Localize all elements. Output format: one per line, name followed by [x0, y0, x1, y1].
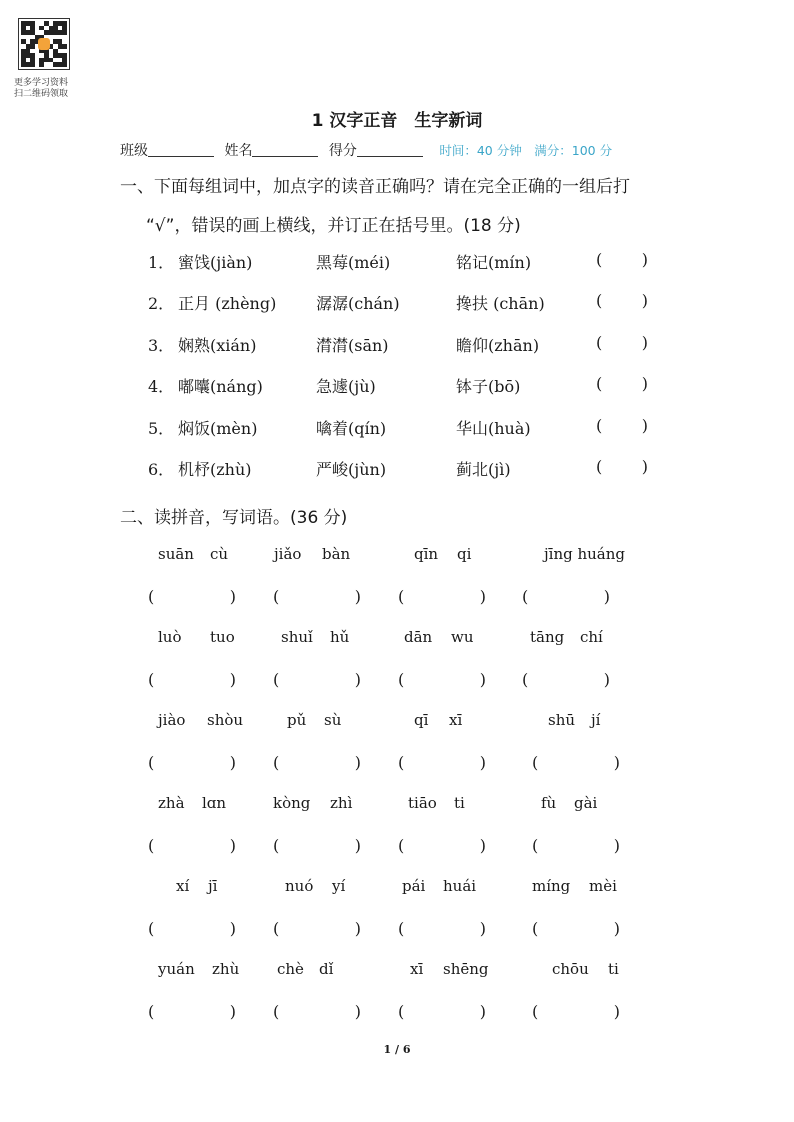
- word-item: 华山(huà): [456, 419, 531, 438]
- pinyin-syllable: sù: [324, 711, 342, 729]
- answer-blank[interactable]: [148, 587, 236, 606]
- word-item: 蓟北(jì): [456, 460, 511, 479]
- answer-blank[interactable]: [522, 670, 610, 689]
- page-title: 1 汉字正音 生字新词: [311, 111, 483, 131]
- paren-close: ): [479, 587, 486, 606]
- paren-close: ): [354, 1002, 361, 1021]
- paren-open: (: [596, 416, 603, 435]
- answer-blank[interactable]: [398, 753, 486, 772]
- word-item: 嘟囔(náng): [178, 377, 263, 396]
- qr-caption-line: 扫二维码领取: [14, 89, 69, 99]
- paren-close: ): [354, 670, 361, 689]
- word-item: 搀扶 (chān): [456, 294, 545, 313]
- paren-open: (: [596, 457, 603, 476]
- paren-close: ): [354, 587, 361, 606]
- paren-open: (: [148, 919, 155, 938]
- pinyin-syllable: mèi: [589, 877, 617, 895]
- word-item: 潺潺(chán): [316, 294, 400, 313]
- answer-blank[interactable]: [398, 919, 486, 938]
- pinyin-syllable: tuo: [210, 628, 235, 646]
- pinyin-syllable: fù: [541, 794, 557, 812]
- class-blank: [148, 142, 214, 157]
- paren-close: ): [229, 919, 236, 938]
- section1-heading-cont: “√”，错误的画上横线，并订正在括号里。(18 分): [146, 216, 521, 236]
- pinyin-syllable: wu: [451, 628, 474, 646]
- score-label: 得分: [328, 143, 357, 159]
- qr-code: [18, 18, 70, 70]
- pinyin-syllable: ti: [608, 960, 619, 978]
- pinyin-syllable: jí: [591, 711, 601, 729]
- pinyin-syllable: shēng: [443, 960, 489, 978]
- page-number: 1 / 6: [383, 1043, 411, 1056]
- question-number: 3．: [148, 336, 175, 355]
- section1-heading: 一、下面每组词中，加点字的读音正确吗？请在完全正确的一组后打: [120, 177, 630, 197]
- paren-open: (: [398, 587, 405, 606]
- question-number: 2．: [148, 294, 175, 313]
- paren-open: (: [398, 919, 405, 938]
- paren-open: (: [522, 670, 529, 689]
- paren-close: ): [613, 919, 620, 938]
- paren-open: (: [532, 753, 539, 772]
- word-item: 蜜饯(jiàn): [178, 253, 253, 272]
- paren-close: ): [479, 670, 486, 689]
- paren-open: (: [398, 836, 405, 855]
- paren-open: (: [148, 670, 155, 689]
- answer-blank[interactable]: [273, 1002, 361, 1021]
- pinyin-syllable: chí: [580, 628, 603, 646]
- pinyin-syllable: qi: [457, 545, 472, 563]
- paren-close: ): [603, 587, 610, 606]
- paren-close: ): [641, 374, 648, 393]
- paren-open: (: [398, 670, 405, 689]
- pinyin-syllable: xī: [449, 711, 463, 729]
- answer-blank[interactable]: [398, 836, 486, 855]
- pinyin-syllable: míng: [532, 877, 571, 895]
- paren-close: ): [229, 670, 236, 689]
- answer-row: [0, 670, 794, 694]
- name-blank: [252, 142, 318, 157]
- word-item: 瞻仰(zhān): [456, 336, 540, 355]
- answer-blank[interactable]: [398, 1002, 486, 1021]
- pinyin-syllable: shū: [548, 711, 576, 729]
- pinyin-syllable: luò: [158, 628, 182, 646]
- question-number: 4．: [148, 377, 175, 396]
- pinyin-syllable: shuǐ: [281, 628, 313, 646]
- question-number: 1．: [148, 253, 175, 272]
- answer-parentheses[interactable]: [596, 374, 648, 393]
- paren-close: ): [641, 457, 648, 476]
- question-number: 6．: [148, 460, 175, 479]
- pinyin-syllable: pǔ: [287, 711, 307, 729]
- pinyin-syllable: zhì: [330, 794, 353, 812]
- word-item: 钵子(bō): [456, 377, 521, 396]
- answer-blank[interactable]: [532, 1002, 620, 1021]
- qr-caption-line: 更多学习资料: [14, 78, 69, 88]
- paren-close: ): [479, 753, 486, 772]
- qr-logo-icon: [38, 38, 50, 50]
- answer-blank[interactable]: [532, 919, 620, 938]
- paren-close: ): [613, 836, 620, 855]
- paren-open: (: [596, 291, 603, 310]
- pinyin-syllable: tiāo: [408, 794, 437, 812]
- answer-blank[interactable]: [148, 670, 236, 689]
- pinyin-syllable: pái: [402, 877, 426, 895]
- paren-close: ): [603, 670, 610, 689]
- paren-open: (: [596, 333, 603, 352]
- pinyin-syllable: cù: [210, 545, 229, 563]
- question-number: 5．: [148, 419, 175, 438]
- pinyin-syllable: suān: [158, 545, 194, 563]
- paren-open: (: [532, 836, 539, 855]
- pinyin-syllable: qīn: [414, 545, 439, 563]
- word-item: 娴熟(xián): [178, 336, 257, 355]
- time-score-info: 时间：40 分钟 满分：100 分: [439, 143, 613, 158]
- paren-close: ): [479, 919, 486, 938]
- pinyin-syllable: chè: [277, 960, 304, 978]
- pinyin-row: [0, 960, 794, 980]
- paren-open: (: [273, 1002, 280, 1021]
- pinyin-syllable: xí: [176, 877, 190, 895]
- pinyin-syllable: lɑn: [202, 794, 227, 812]
- pinyin-syllable: jiǎo: [274, 545, 302, 563]
- paren-open: (: [273, 836, 280, 855]
- paren-open: (: [522, 587, 529, 606]
- paren-close: ): [229, 1002, 236, 1021]
- answer-parentheses[interactable]: [596, 250, 648, 269]
- qr-caption: [14, 78, 84, 100]
- pinyin-syllable: dǐ: [319, 960, 334, 978]
- word-item: 急遽(jù): [316, 377, 376, 396]
- word-item: 机杼(zhù): [178, 460, 252, 479]
- word-item: 潸潸(sān): [316, 336, 389, 355]
- pinyin-syllable: dān: [404, 628, 433, 646]
- paren-close: ): [229, 587, 236, 606]
- answer-blank[interactable]: [148, 1002, 236, 1021]
- pinyin-syllable: yí: [332, 877, 346, 895]
- paren-open: (: [148, 753, 155, 772]
- paren-close: ): [613, 1002, 620, 1021]
- student-info-row: [120, 140, 612, 160]
- paren-open: (: [273, 587, 280, 606]
- pinyin-syllable: bàn: [322, 545, 351, 563]
- pinyin-syllable: ti: [454, 794, 465, 812]
- answer-blank[interactable]: [273, 670, 361, 689]
- answer-parentheses[interactable]: [596, 333, 648, 352]
- paren-open: (: [148, 1002, 155, 1021]
- answer-row: [0, 753, 794, 777]
- paren-open: (: [596, 250, 603, 269]
- pinyin-syllable: zhà: [158, 794, 185, 812]
- pinyin-row: [0, 794, 794, 814]
- word-item: 噙着(qín): [316, 419, 387, 438]
- paren-close: ): [354, 753, 361, 772]
- word-item: 严峻(jùn): [316, 460, 387, 479]
- answer-blank[interactable]: [532, 753, 620, 772]
- paren-close: ): [354, 836, 361, 855]
- pinyin-row: [0, 711, 794, 731]
- paren-open: (: [532, 1002, 539, 1021]
- answer-parentheses[interactable]: [596, 457, 648, 476]
- answer-parentheses[interactable]: [596, 291, 648, 310]
- answer-blank[interactable]: [148, 919, 236, 938]
- section2-heading: 二、读拼音，写词语。(36 分): [120, 508, 348, 528]
- pinyin-row: [0, 877, 794, 897]
- answer-row: [0, 919, 794, 943]
- paren-open: (: [273, 919, 280, 938]
- word-item: 正月 (zhèng): [178, 294, 277, 313]
- pinyin-syllable: chōu: [552, 960, 589, 978]
- pinyin-syllable: jiào: [158, 711, 186, 729]
- paren-close: ): [229, 836, 236, 855]
- pinyin-syllable: zhù: [212, 960, 240, 978]
- paren-close: ): [229, 753, 236, 772]
- paren-close: ): [641, 416, 648, 435]
- paren-open: (: [148, 836, 155, 855]
- answer-blank[interactable]: [398, 670, 486, 689]
- name-label: 姓名: [224, 143, 253, 159]
- pinyin-syllable: jī: [208, 877, 218, 895]
- pinyin-syllable: tāng: [530, 628, 565, 646]
- answer-blank[interactable]: [522, 587, 610, 606]
- pinyin-syllable: jīng huáng: [544, 545, 626, 563]
- word-item: 黑莓(méi): [316, 253, 391, 272]
- paren-open: (: [148, 587, 155, 606]
- answer-row: [0, 836, 794, 860]
- paren-open: (: [532, 919, 539, 938]
- pinyin-row: [0, 545, 794, 565]
- answer-blank[interactable]: [398, 587, 486, 606]
- paren-open: (: [398, 1002, 405, 1021]
- answer-blank[interactable]: [273, 753, 361, 772]
- qr-module: [62, 62, 67, 67]
- score-blank: [357, 142, 423, 157]
- answer-blank[interactable]: [148, 836, 236, 855]
- answer-blank[interactable]: [532, 836, 620, 855]
- class-label: 班级: [120, 143, 148, 159]
- paren-close: ): [354, 919, 361, 938]
- paren-open: (: [398, 753, 405, 772]
- paren-close: ): [479, 1002, 486, 1021]
- paren-close: ): [641, 333, 648, 352]
- pinyin-syllable: shòu: [207, 711, 244, 729]
- answer-row: [0, 1002, 794, 1026]
- pinyin-syllable: xī: [410, 960, 424, 978]
- answer-blank[interactable]: [148, 753, 236, 772]
- pinyin-row: [0, 628, 794, 648]
- pinyin-syllable: nuó: [285, 877, 314, 895]
- word-item: 焖饭(mèn): [178, 419, 258, 438]
- answer-blank[interactable]: [273, 587, 361, 606]
- pinyin-syllable: qī: [414, 711, 429, 729]
- paren-open: (: [273, 670, 280, 689]
- paren-open: (: [596, 374, 603, 393]
- answer-blank[interactable]: [273, 836, 361, 855]
- pinyin-syllable: gài: [574, 794, 598, 812]
- answer-parentheses[interactable]: [596, 416, 648, 435]
- paren-close: ): [641, 250, 648, 269]
- paren-close: ): [641, 291, 648, 310]
- pinyin-syllable: yuán: [158, 960, 195, 978]
- answer-row: [0, 587, 794, 611]
- paren-close: ): [479, 836, 486, 855]
- word-item: 铭记(mín): [456, 253, 532, 272]
- paren-close: ): [613, 753, 620, 772]
- pinyin-syllable: kòng: [273, 794, 311, 812]
- answer-blank[interactable]: [273, 919, 361, 938]
- pinyin-syllable: hǔ: [330, 628, 350, 646]
- pinyin-syllable: huái: [443, 877, 477, 895]
- paren-open: (: [273, 753, 280, 772]
